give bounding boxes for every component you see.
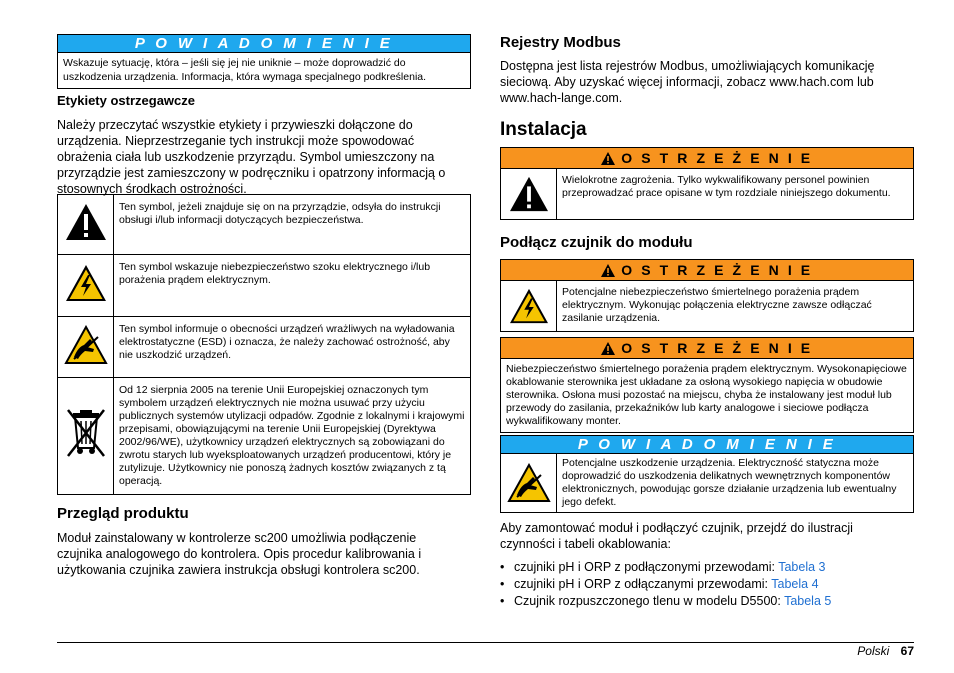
esd-icon [507, 463, 551, 503]
footer-divider [57, 642, 914, 643]
warning-icon-cell [501, 169, 557, 219]
warning-title [501, 148, 913, 169]
overview-text: Moduł zainstalowany w kontrolerze sc200 umożliwia podłączenie czujnika analogowego do kontrolera. Opis procedur kalibrowania i użytkowania czujnika zawiera instrukcja obsługi kontrolera sc200. [57, 531, 422, 577]
warning-title-text: O S T R Z E Ż E N I E [621, 149, 813, 166]
warning-box-3 [500, 337, 914, 433]
link-tabela-5[interactable]: Tabela 5 [784, 594, 832, 608]
warning-title-text: O S T R Z E Ż E N I E [621, 261, 813, 278]
list-item: • czujniki pH i ORP z podłączonymi przewodami: Tabela 3 [500, 559, 914, 576]
symbol-icon-cell [58, 195, 114, 255]
warning-title [501, 338, 913, 359]
symbol-description: Ten symbol informuje o obecności urządzeń wrażliwych na wyładowania elektrostatyczne (ESD) i oznacza, że należy zachować ostrożność, aby nie uszkodzić urządzeń. [114, 317, 471, 378]
symbol-icon-cell [58, 378, 114, 495]
warning-text: Potencjalne niebezpieczeństwo śmiertelnego porażenia prądem elektrycznym. Wykonując połączenia elektryczne zawsze odłączać zasilanie urządzenia. [562, 286, 872, 324]
link-tabela-3[interactable]: Tabela 3 [778, 560, 826, 574]
warning-triangle-icon [601, 152, 615, 165]
warning-text: Niebezpieczeństwo śmiertelnego porażenia prądem elektrycznym. Wysokonapięciowe okablowanie sterownika jest układane za osłoną wysokiego napięcia w obudowie sterownika. Osłona musi pozostać na miejscu, chyba że instalowany jest moduł lub przewody do zasilania, przekaźników lub karty analogowe i sieciowe podłącza wykwalifikowany monter. [506, 363, 907, 427]
warning-icon-cell [501, 281, 557, 331]
connect-heading: Podłącz czujnik do modułu [500, 234, 693, 251]
general-warning-icon [64, 202, 108, 242]
procedure-text: Aby zamontować moduł i podłączyć czujnik, przejdź do ilustracji czynności i tabeli okablowania: [500, 521, 853, 551]
weee-bin-icon [64, 406, 108, 462]
symbol-description: Ten symbol, jeżeli znajduje się on na przyrządzie, odsyła do instrukcji obsługi i/lub informacji dotyczących bezpieczeństwa. [114, 195, 471, 255]
warning-title [501, 260, 913, 281]
symbols-table [57, 194, 471, 495]
table-row [58, 255, 471, 317]
notice-text: Wskazuje sytuację, która – jeśli się jej nie uniknie – może doprowadzić do uszkodzenia urządzenia. Informacja, która wymaga specjalnego podkreślenia. [63, 57, 427, 83]
modbus-heading: Rejestry Modbus [500, 34, 621, 51]
symbol-icon-cell [58, 255, 114, 317]
table-row [58, 317, 471, 378]
warning-text: Wielokrotne zagrożenia. Tylko wykwalifikowany personel powinien przeprowadzać prace opisane w tym rozdziale niniejszego dokumentu. [562, 174, 891, 199]
warning-box-1 [500, 147, 914, 220]
link-tabela-4[interactable]: Tabela 4 [771, 577, 819, 591]
modbus-text: Dostępna jest lista rejestrów Modbus, umożliwiających komunikację sieciową. Aby uzyskać więcej informacji, zobacz www.hach.com lub www.hach-lange.com. [500, 59, 875, 105]
general-warning-icon [508, 175, 550, 213]
install-heading: Instalacja [500, 119, 587, 140]
electric-shock-icon [508, 287, 550, 325]
esd-icon [64, 325, 108, 365]
symbol-description: Od 12 sierpnia 2005 na terenie Unii Europejskiej oznaczonych tym symbolem urządzeń elektrycznych nie można usuwać przy użyciu publicznych systemów utylizacji odpadów. Zgodnie z lokalnymi i krajowymi przepisami, obowiązującymi na terenie Unii Europejskiej (Dyrektywa 2002/96/WE), użytkownicy urządzeń elektrycznych są zobowiązani do zwrotu starych lub wyeksploatowanych urządzeń producentowi, który je zutylizuje. Użytkownicy nie ponoszą żadnych kosztów związanych z tą operacją. [114, 378, 471, 495]
warning-title-text: O S T R Z E Ż E N I E [621, 339, 813, 356]
list-item: • czujniki pH i ORP z odłączanymi przewodami: Tabela 4 [500, 576, 914, 593]
notice-text: Potencjalne uszkodzenie urządzenia. Elektryczność statyczna może doprowadzić do uszkodzenia delikatnych wewnętrznych komponentów elektronicznych, powodując gorsze działanie urządzenia lub ewentualny jego defekt. [562, 457, 897, 508]
labels-heading: Etykiety ostrzegawcze [57, 93, 196, 108]
notice-box [57, 34, 471, 89]
electric-shock-icon [64, 263, 108, 303]
warning-triangle-icon [601, 342, 615, 355]
table-row [58, 195, 471, 255]
footer-language: Polski [857, 644, 890, 658]
table-row [58, 378, 471, 495]
warning-triangle-icon [601, 264, 615, 277]
notice-icon-cell [501, 454, 557, 512]
list-item: • Czujnik rozpuszczonego tlenu w modelu D5500: Tabela 5 [500, 593, 914, 610]
table-links-list [500, 559, 914, 610]
page-number: 67 [900, 644, 914, 658]
notice-title: P O W I A D O M I E N I E [58, 35, 470, 53]
symbol-icon-cell [58, 317, 114, 378]
warning-box-2 [500, 259, 914, 332]
labels-text: Należy przeczytać wszystkie etykiety i przywieszki dołączone do urządzenia. Nieprzestrzeganie tych instrukcji może spowodować obrażenia ciała lub uszkodzenie przyrządu. Symbol umieszczony na przyrządzie jest zamieszczony w podręczniku i opatrzony informacją o stosownych środkach ostrożności. [57, 118, 446, 196]
overview-heading: Przegląd produktu [57, 505, 189, 522]
page-footer [857, 644, 914, 658]
notice-box-2 [500, 435, 914, 513]
notice-title: P O W I A D O M I E N I E [501, 436, 913, 454]
symbol-description: Ten symbol wskazuje niebezpieczeństwo szoku elektrycznego i/lub porażenia prądem elektrycznym. [114, 255, 471, 317]
